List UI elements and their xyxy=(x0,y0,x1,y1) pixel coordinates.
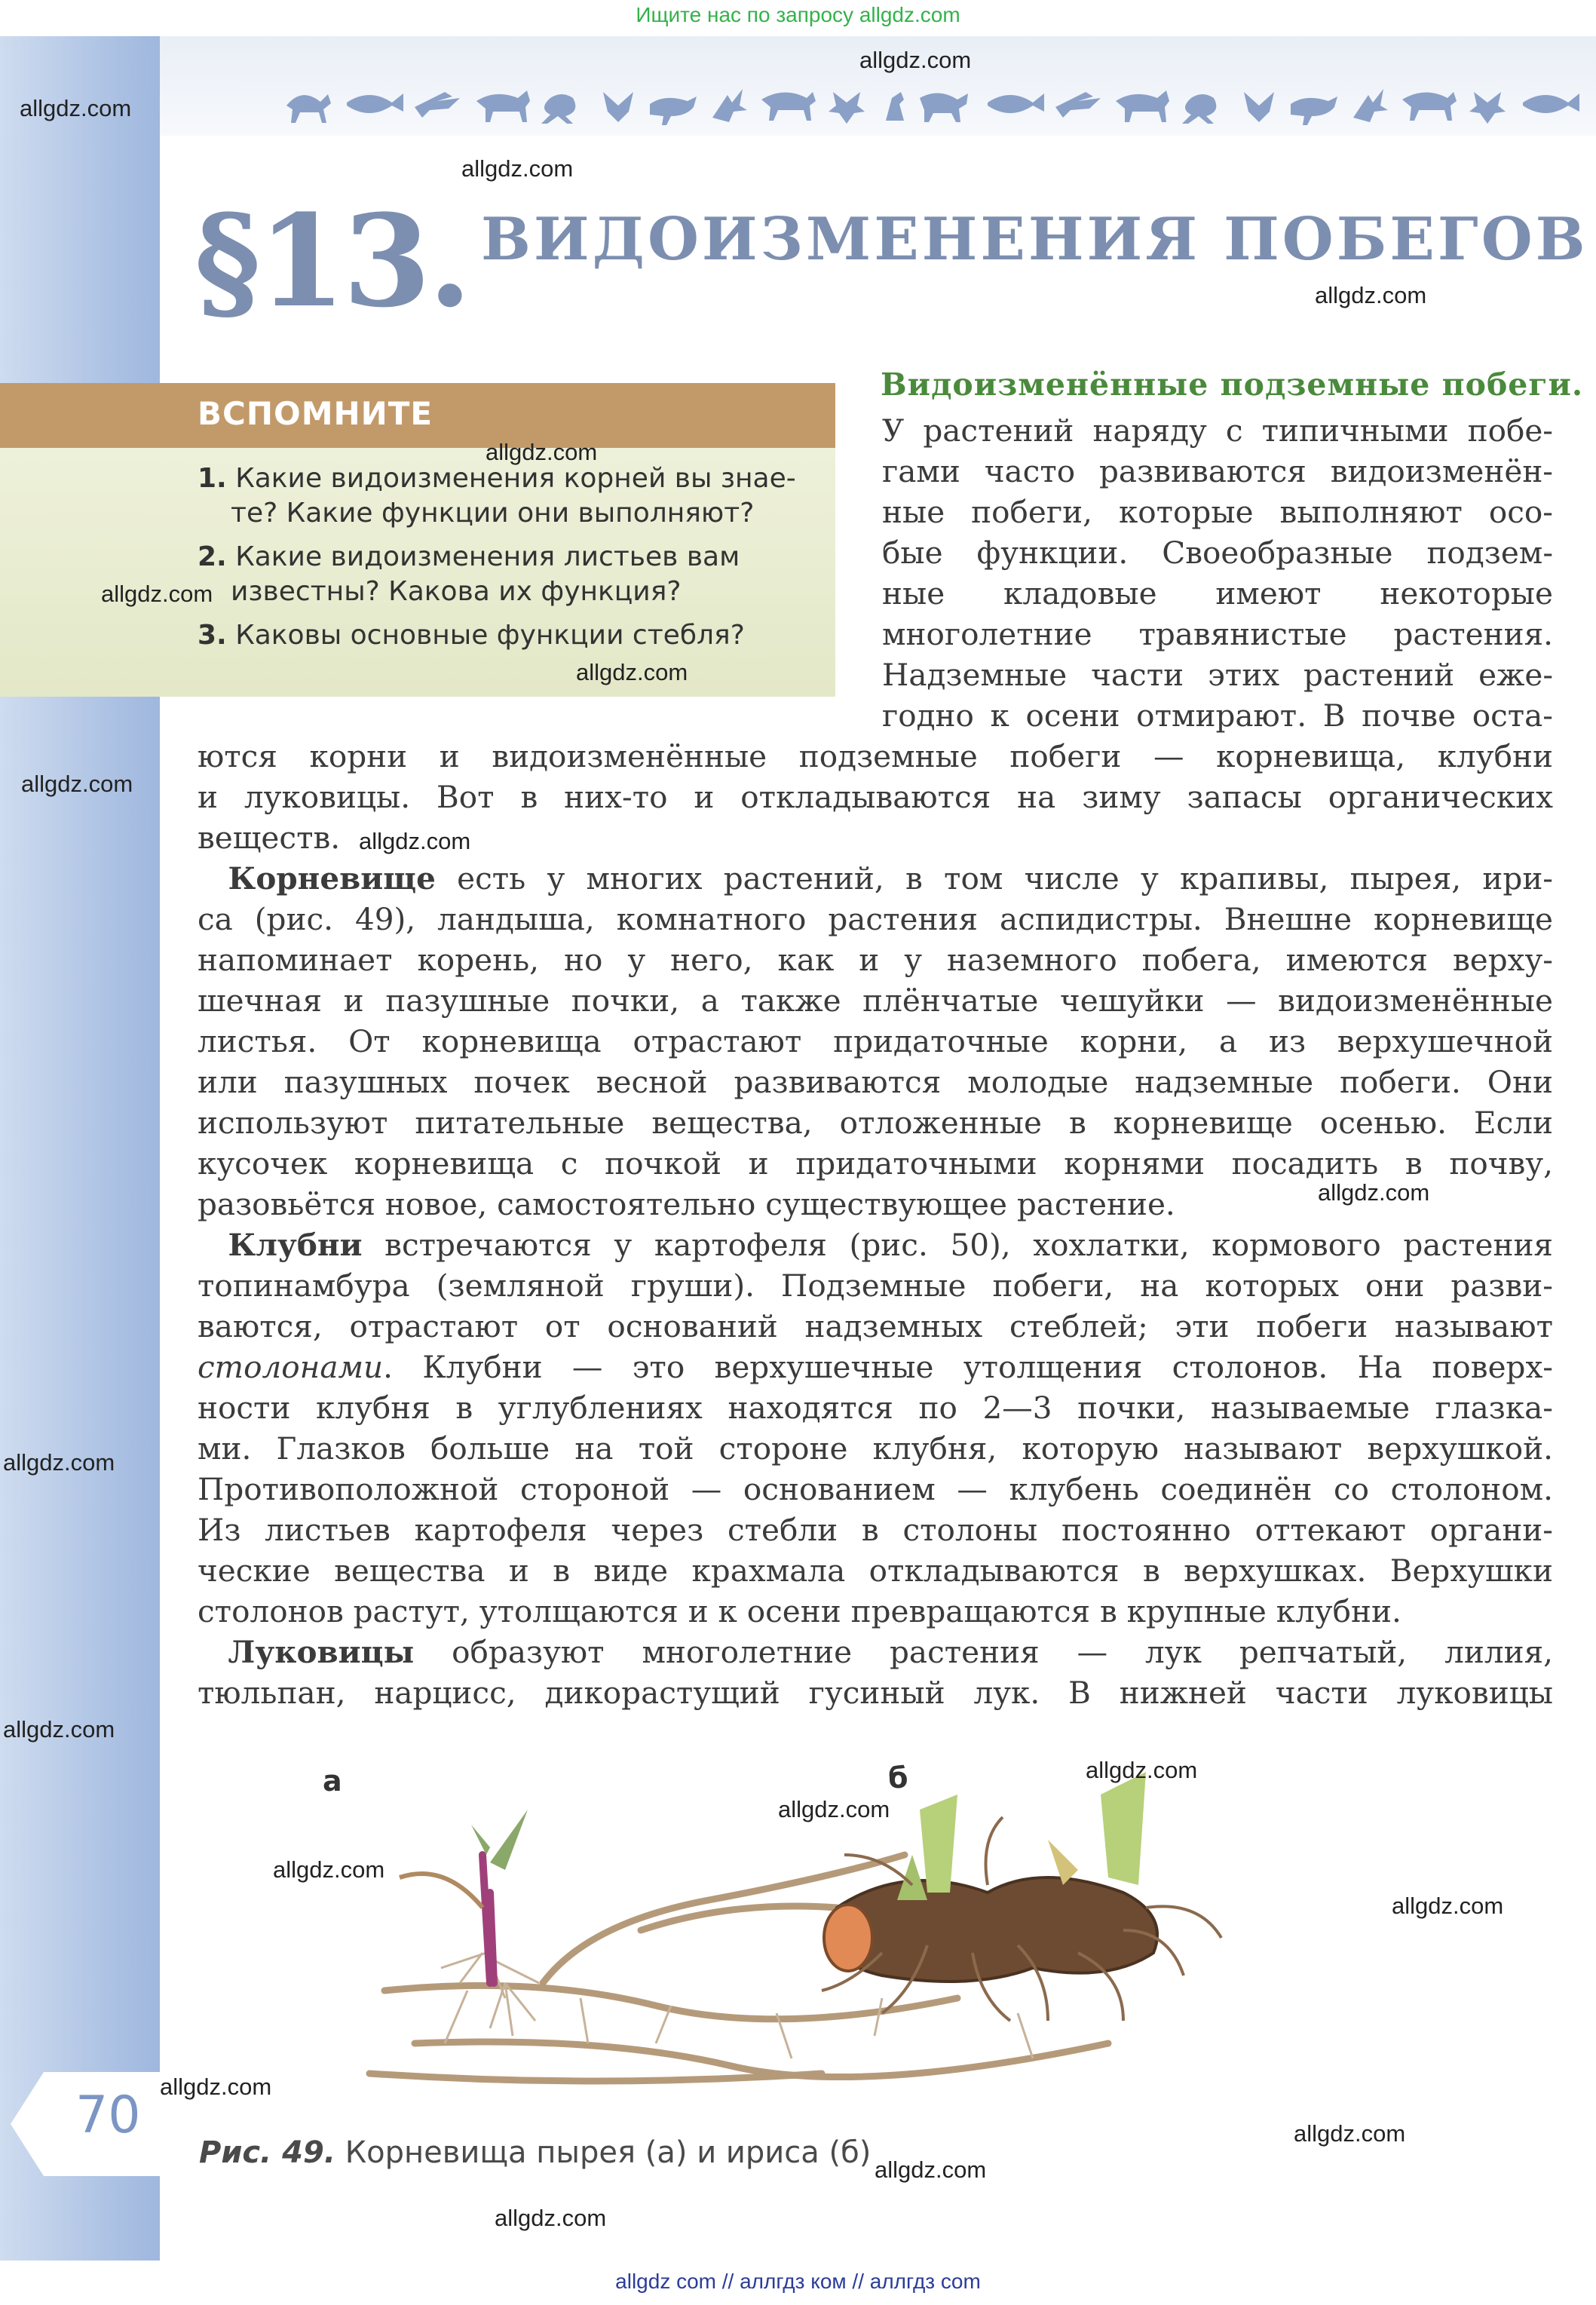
site-search-note[interactable]: Ищите нас по запросу allgdz.com xyxy=(636,3,960,26)
watermark[interactable]: allgdz.com xyxy=(21,771,133,797)
text-line: Из листьев картофеля через стебли в столоны постоянно оттекают органи- xyxy=(198,1512,1553,1548)
text-line: ческие вещества и в виде крахмала откладываются в верхушках. Верхушки xyxy=(198,1553,1553,1589)
animal-silhouette-icon xyxy=(761,92,816,121)
watermark[interactable]: allgdz.com xyxy=(576,659,688,685)
watermark[interactable]: allgdz.com xyxy=(273,1856,385,1883)
animal-silhouette-icon xyxy=(415,92,460,118)
recall-box-header xyxy=(0,383,835,448)
text-line: столонами. Клубни — это верхушечные утолщения столонов. На поверх- xyxy=(198,1349,1553,1385)
subheading: Видоизменённые подземные побеги. xyxy=(881,366,1584,403)
figure-label-b: б xyxy=(888,1761,908,1795)
recall-question-1: 1. Какие видоизменения корней вы знае- xyxy=(198,463,796,494)
term-tubers: Клубни xyxy=(228,1227,363,1263)
animal-silhouette-icon xyxy=(650,97,697,125)
recall-question-3: 3. Каковы основные функции стебля? xyxy=(198,620,745,651)
animal-silhouette-icon xyxy=(1469,92,1506,124)
text-line: напоминает корень, но у него, как и у наземного побега, имеются верху- xyxy=(198,942,1553,978)
text-line: столонов растут, утолщаются и к осени превращаются в крупные клубни. xyxy=(198,1593,1401,1629)
watermark[interactable]: allgdz.com xyxy=(486,439,598,465)
recall-question-2: 2. Какие видоизменения листьев вам xyxy=(198,541,740,572)
watermark[interactable]: allgdz.com xyxy=(359,828,471,854)
watermark[interactable]: allgdz.com xyxy=(1318,1179,1430,1206)
term-bulbs: Луковицы xyxy=(228,1634,415,1670)
watermark[interactable]: allgdz.com xyxy=(1315,282,1427,308)
text-line: Надземные части этих растений еже- xyxy=(882,657,1553,693)
animal-silhouette-icon xyxy=(988,93,1044,113)
animal-silhouette-icon xyxy=(1402,92,1457,121)
text-line: и луковицы. Вот в них-то и откладываются на зиму запасы органических xyxy=(198,779,1553,815)
text-line: ются корни и видоизменённые подземные побеги — корневища, клубни xyxy=(198,738,1553,774)
animal-silhouette-icon xyxy=(1116,90,1169,122)
text-line: веществ. xyxy=(198,820,341,856)
recall-question-1-cont: те? Какие функции они выполняют? xyxy=(231,498,755,529)
animal-silhouette-icon xyxy=(286,94,331,123)
text-line: У растений наряду с типичными побе- xyxy=(882,412,1553,449)
animal-silhouette-icon xyxy=(347,93,403,113)
text-line: Противоположной стороной — основанием — клубень соединён со столоном. xyxy=(198,1471,1553,1507)
text-line: кусочек корневища с почкой и придаточными корнями посадить в почву, xyxy=(198,1145,1553,1182)
watermark[interactable]: allgdz.com xyxy=(495,2205,607,2231)
watermark[interactable]: allgdz.com xyxy=(101,581,213,607)
watermark[interactable]: allgdz.com xyxy=(859,47,972,73)
watermark[interactable]: allgdz.com xyxy=(160,2074,272,2100)
section-title: ВИДОИЗМЕНЕНИЯ ПОБЕГОВ xyxy=(481,205,1588,274)
animal-silhouette-icon xyxy=(1353,89,1388,122)
text-line: шечная и пазушные почки, а также плёнчатые чешуйки — видоизменённые xyxy=(198,982,1553,1019)
term-stolons: столонами xyxy=(198,1349,384,1385)
section-number: §13. xyxy=(195,186,470,336)
text-line: Корневище есть у многих растений, в том числе у крапивы, пырея, ири- xyxy=(228,860,1553,897)
animal-silhouette-icon xyxy=(1182,94,1216,124)
text-line: бые функции. Своеобразные подзем- xyxy=(882,535,1553,571)
watermark[interactable]: allgdz.com xyxy=(778,1796,890,1822)
animal-silhouette-icon xyxy=(829,92,865,124)
animal-silhouette-icon xyxy=(476,90,530,122)
text-line: используют питательные вещества, отложенные в корневище осенью. Если xyxy=(198,1105,1553,1141)
animal-silhouette-icon xyxy=(1523,93,1579,113)
animal-silhouette-icon xyxy=(886,92,904,121)
watermark[interactable]: allgdz.com xyxy=(1294,2120,1406,2147)
text-line: гами часто развиваются видоизменён- xyxy=(882,453,1553,489)
animal-silhouette-icon xyxy=(712,89,747,122)
watermark[interactable]: allgdz.com xyxy=(461,155,574,182)
animal-silhouette-icon xyxy=(541,94,575,124)
text-line: ми. Глазков больше на той стороне клубня, которую называют верхушкой. xyxy=(198,1430,1553,1467)
text-line: разовьётся новое, самостоятельно существующее растение. xyxy=(198,1186,1175,1222)
recall-box xyxy=(0,448,835,697)
figure-caption: Рис. 49. Корневища пырея (а) и ириса (б) xyxy=(199,2135,872,2170)
recall-heading: ВСПОМНИТЕ xyxy=(198,395,433,432)
animal-silhouette-icon xyxy=(920,93,968,122)
animal-silhouette-icon xyxy=(603,92,633,122)
footer-note[interactable]: allgdz com // аллгдз ком // аллгдз com xyxy=(615,2270,981,2293)
animal-silhouettes-strip xyxy=(279,75,1594,130)
animal-silhouette-icon xyxy=(1244,92,1274,122)
text-line: многолетние травянистые растения. xyxy=(882,616,1553,652)
text-line: тюльпан, нарцисс, дикорастущий гусиный лук. В нижней части луковицы xyxy=(198,1675,1553,1711)
animal-silhouette-icon xyxy=(1055,92,1101,118)
figure-label-a: а xyxy=(323,1764,342,1798)
left-margin-strip xyxy=(0,36,160,2261)
text-line: листья. От корневища отрастают придаточные корни, а из верхушечной xyxy=(198,1023,1553,1059)
text-line: са (рис. 49), ландыша, комнатного растения аспидистры. Внешне корневище xyxy=(198,901,1553,937)
animal-silhouette-icon xyxy=(1291,97,1337,125)
text-line: Луковицы образуют многолетние растения — лук репчатый, лилия, xyxy=(228,1634,1553,1670)
watermark[interactable]: allgdz.com xyxy=(875,2156,987,2183)
watermark[interactable]: allgdz.com xyxy=(3,1449,115,1476)
text-line: ности клубня в углублениях находятся по 2—3 почки, называемые глазка- xyxy=(198,1390,1553,1426)
recall-question-2-cont: известны? Какова их функция? xyxy=(231,576,682,607)
watermark[interactable]: allgdz.com xyxy=(1392,1893,1504,1919)
text-line: ные побеги, которые выполняют осо- xyxy=(882,494,1553,530)
watermark[interactable]: allgdz.com xyxy=(20,95,132,121)
page-number: 70 xyxy=(75,2086,141,2145)
term-rhizome: Корневище xyxy=(228,860,436,897)
text-line: годно к осени отмирают. В почве оста- xyxy=(882,697,1553,734)
text-line: ные кладовые имеют некоторые xyxy=(882,575,1553,611)
text-line: топинамбура (земляной груши). Подземные побеги, на которых они разви- xyxy=(198,1267,1553,1304)
watermark[interactable]: allgdz.com xyxy=(1086,1757,1198,1783)
text-line: ваются, отрастают от оснований надземных стеблей; эти побеги называют xyxy=(198,1308,1553,1344)
watermark[interactable]: allgdz.com xyxy=(3,1716,115,1743)
text-line: Клубни встречаются у картофеля (рис. 50), хохлатки, кормового растения xyxy=(228,1227,1553,1263)
text-line: или пазушных почек весной развиваются молодые надземные побеги. Они xyxy=(198,1064,1553,1100)
